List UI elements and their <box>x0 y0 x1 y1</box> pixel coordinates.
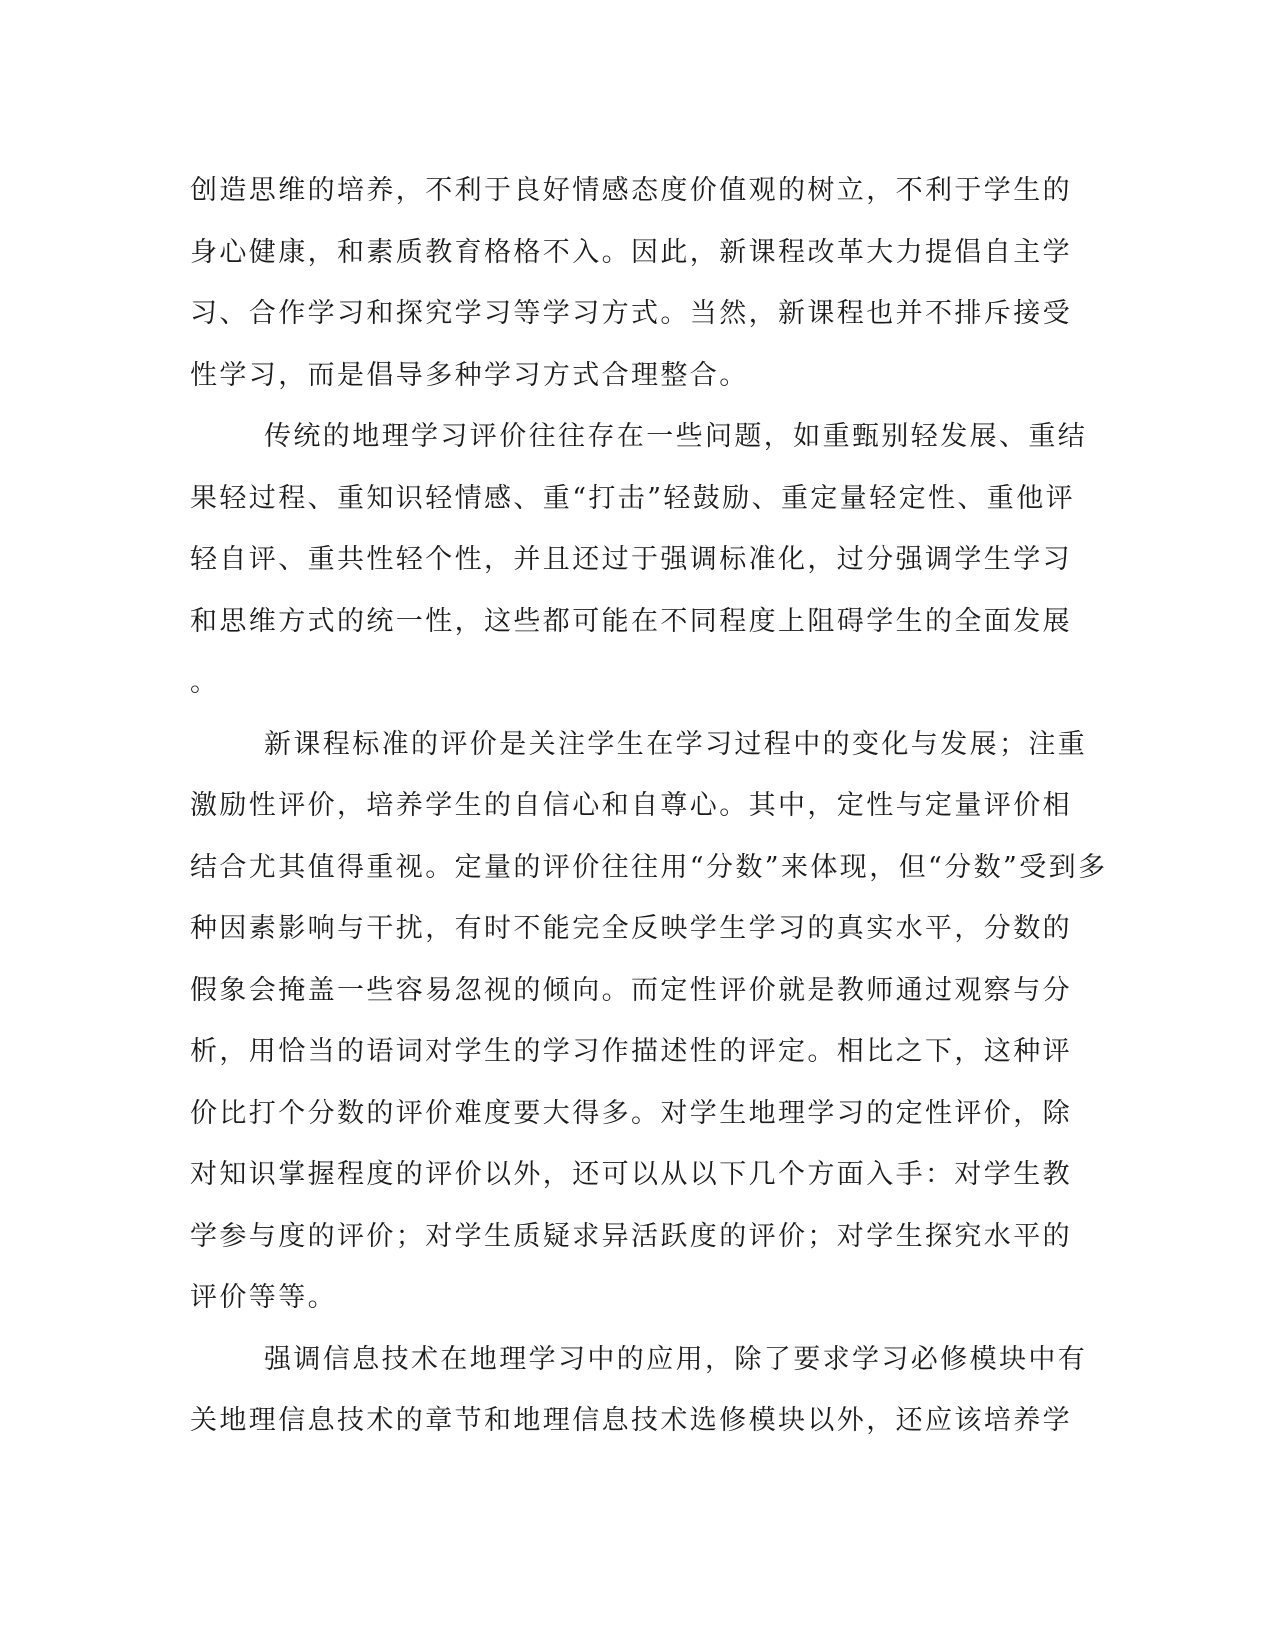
text-line: 性学习，而是倡导多种学习方式合理整合。 <box>190 359 749 391</box>
paragraph-first-line: 新课程标准的评价是关注学生在学习过程中的变化与发展；注重 <box>264 728 1088 760</box>
text-line: 激励性评价，培养学生的自信心和自尊心。其中，定性与定量评价相 <box>190 790 1072 821</box>
text-line: 和思维方式的统一性，这些都可能在不同程度上阻碍学生的全面发展 <box>190 605 1072 637</box>
text-line: 评价等等。 <box>190 1282 337 1313</box>
text-line: 析，用恰当的语词对学生的学习作描述性的评定。相比之下，这种评 <box>190 1036 1072 1067</box>
paragraph-first-line: 传统的地理学习评价往往存在一些问题，如重甄别轻发展、重结 <box>264 421 1088 452</box>
text-line: 种因素影响与干扰，有时不能完全反映学生学习的真实水平，分数的 <box>190 913 1072 944</box>
body-text <box>190 160 1108 1452</box>
text-line: 创造思维的培养，不利于良好情感态度价值观的树立，不利于学生的 <box>190 175 1072 206</box>
text-line: 对知识掌握程度的评价以外，还可以从以下几个方面入手：对学生教 <box>190 1159 1072 1190</box>
text-line: 。 <box>190 667 220 698</box>
text-line: 学参与度的评价；对学生质疑求异活跃度的评价；对学生探究水平的 <box>190 1220 1072 1252</box>
text-line: 果轻过程、重知识轻情感、重“打击”轻鼓励、重定量轻定性、重他评 <box>190 482 1076 514</box>
text-line: 价比打个分数的评价难度要大得多。对学生地理学习的定性评价，除 <box>190 1097 1072 1129</box>
paragraph-first-line: 强调信息技术在地理学习中的应用，除了要求学习必修模块中有 <box>264 1343 1088 1375</box>
text-line: 假象会掩盖一些容易忽视的倾向。而定性评价就是教师通过观察与分 <box>190 974 1072 1006</box>
text-line: 结合尤其值得重视。定量的评价往往用“分数”来体现，但“分数”受到多 <box>190 851 1108 883</box>
text-line: 习、合作学习和探究学习等学习方式。当然，新课程也并不排斥接受 <box>190 298 1072 329</box>
text-line: 轻自评、重共性轻个性，并且还过于强调标准化，过分强调学生学习 <box>190 544 1072 575</box>
text-line: 关地理信息技术的章节和地理信息技术选修模块以外，还应该培养学 <box>190 1405 1072 1436</box>
text-line: 身心健康，和素质教育格格不入。因此，新课程改革大力提倡自主学 <box>190 236 1072 268</box>
